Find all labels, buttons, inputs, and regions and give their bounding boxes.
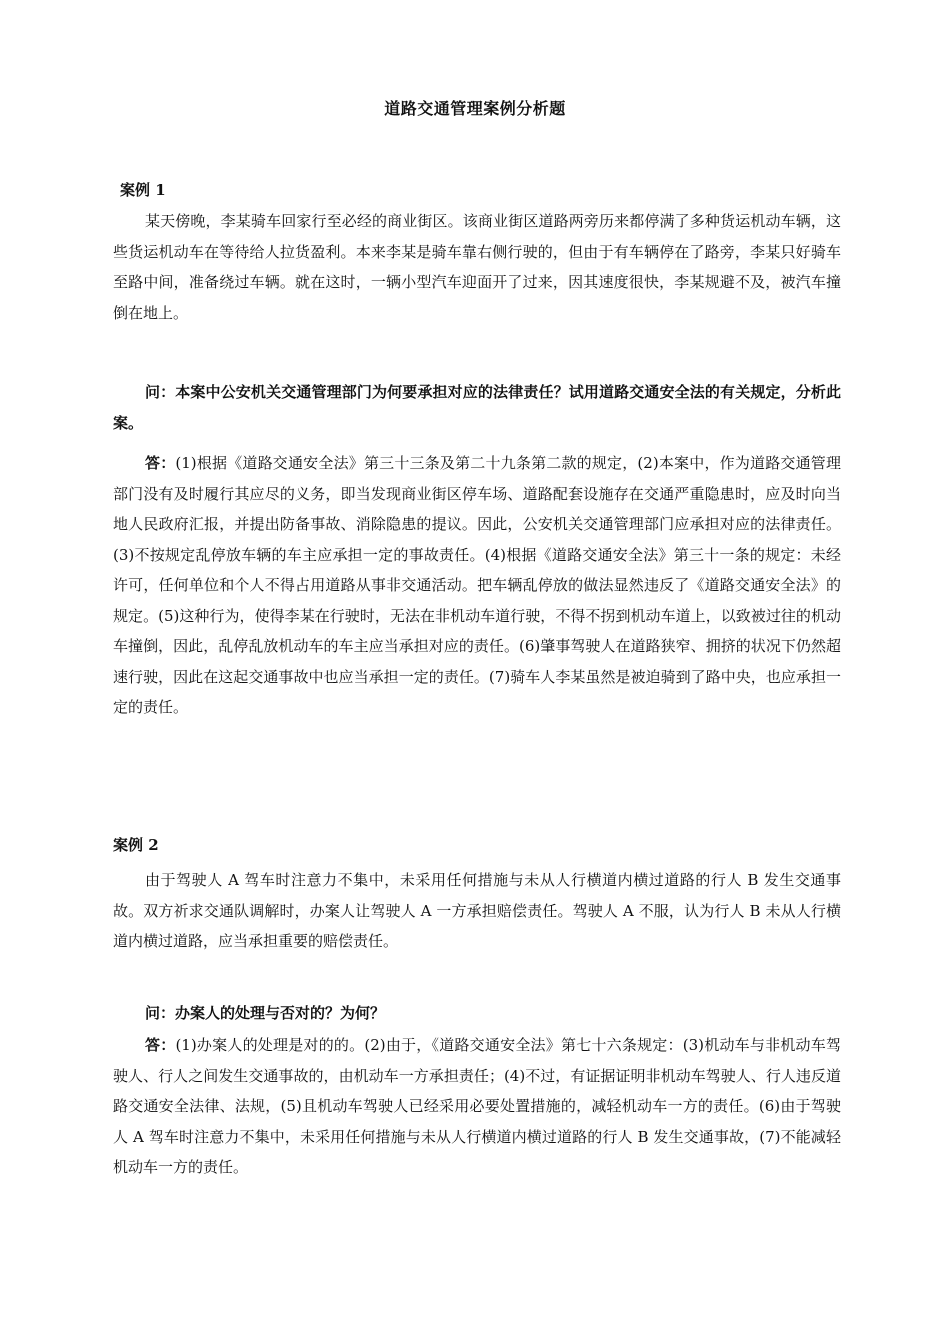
- case1-answer-text: (1)根据《道路交通安全法》第三十三条及第二十九条第二款的规定，(2)本案中，作为道路交通管理部门没有及时履行其应尽的义务，即当发现商业街区停车场、道路配套设施存在交通严重隐患时，应及时向当地人民政府汇报，并提出防备事故、消除隐患的提议。因此，公安机关交通管理部门应承担对应的法律责任。(3)不按规定乱停放车辆的车主应承担一定的事故责任。(4)根据《道路交通安全法》第三十一条的规定：未经许可，任何单位和个人不得占用道路从事非交通活动。把车辆乱停放的做法显然违反了《道路交通安全法》的规定。(5)这种行为，使得李某在行驶时，无法在非机动车道行驶，不得不拐到机动车道上，以致被过往的机动车撞倒，因此，乱停乱放机动车的车主应当承担对应的责任。(6)肇事驾驶人在道路狭窄、拥挤的状况下仍然超速行驶，因此在这起交通事故中也应当承担一定的责任。(7)骑车人李某虽然是被迫骑到了路中央，也应承担一定的责任。: [113, 454, 841, 716]
- case2-question: 问：办案人的处理与否对的？为何？: [145, 1004, 386, 1022]
- case2-heading: 案例 2: [113, 836, 159, 854]
- case2-answer: [113, 1030, 841, 1183]
- document-title: 道路交通管理案例分析题: [384, 99, 566, 118]
- case1-heading: 案例 1: [120, 181, 166, 199]
- case1-answer-label: 答：: [145, 454, 176, 472]
- case2-answer-text: (1)办案人的处理是对的的。(2)由于，《道路交通安全法》第七十六条规定：(3)机动车与非机动车驾驶人、行人之间发生交通事故的，由机动车一方承担责任；(4)不过，有证据证明非机动车驾驶人、行人违反道路交通安全法律、法规，(5)且机动车驾驶人已经采用必要处置措施的，减轻机动车一方的责任。(6)由于驾驶人 A 驾车时注意力不集中，未采用任何措施与未从人行横道内横过道路的行人 B 发生交通事故，(7)不能减轻机动车一方的责任。: [113, 1036, 841, 1176]
- case1-question: 问：本案中公安机关交通管理部门为何要承担对应的法律责任？试用道路交通安全法的有关规定，分析此案。: [113, 383, 841, 432]
- case2-answer-label: 答：: [145, 1036, 176, 1054]
- case2-body: 由于驾驶人 A 驾车时注意力不集中，未采用任何措施与未从人行横道内横过道路的行人 B 发生交通事故。双方祈求交通队调解时，办案人让驾驶人 A 一方承担赔偿责任。驾驶人 A 不服，认为行人 B 未从人行横道内横过道路，应当承担重要的赔偿责任。: [113, 871, 841, 950]
- case1-answer: [113, 448, 841, 723]
- case1-body: 某天傍晚，李某骑车回家行至必经的商业街区。该商业街区道路两旁历来都停满了多种货运机动车辆，这些货运机动车在等待给人拉货盈利。本来李某是骑车靠右侧行驶的，但由于有车辆停在了路旁，李某只好骑车至路中间，准备绕过车辆。就在这时，一辆小型汽车迎面开了过来，因其速度很快，李某规避不及，被汽车撞倒在地上。: [113, 212, 841, 322]
